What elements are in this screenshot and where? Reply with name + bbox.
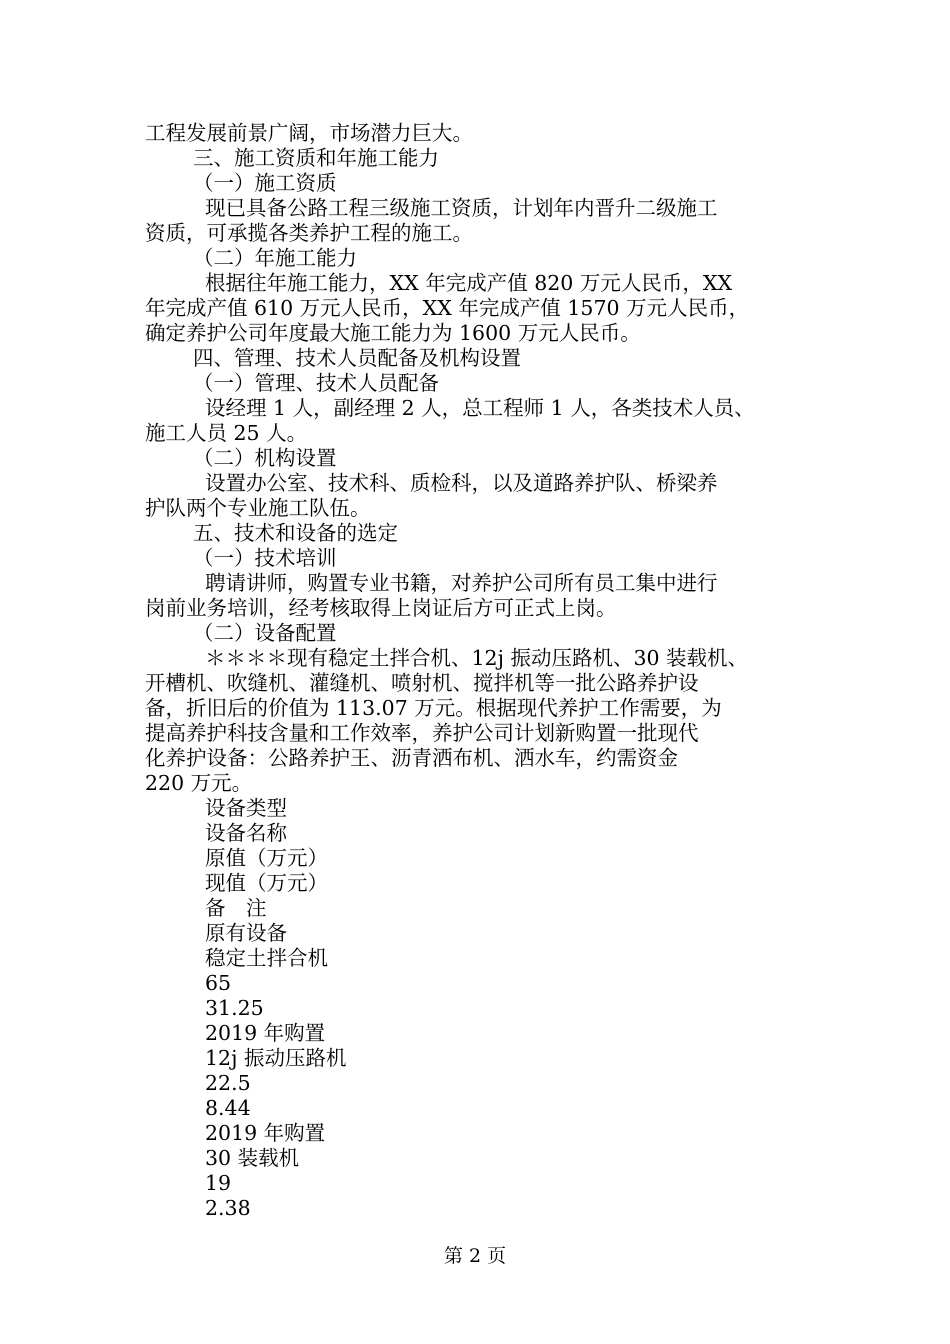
table-cell: 2019 年购置 (205, 1021, 326, 1045)
subsection-heading: （二）设备配置 (193, 621, 337, 645)
body-line: ＊＊＊＊现有稳定土拌合机、12j 振动压路机、30 装载机、 (205, 646, 749, 670)
table-cell: 19 (205, 1171, 232, 1195)
subsection-heading: （二）机构设置 (193, 446, 337, 470)
body-line: 聘请讲师，购置专业书籍，对养护公司所有员工集中进行 (205, 571, 718, 595)
body-line: 备，折旧后的价值为 113.07 万元。根据现代养护工作需要，为 (145, 696, 722, 720)
body-line: 化养护设备：公路养护王、沥青洒布机、洒水车，约需资金 (145, 746, 678, 770)
table-header-cell: 设备类型 (205, 796, 287, 820)
body-line: 设经理 1 人，副经理 2 人，总工程师 1 人，各类技术人员、 (205, 396, 755, 420)
body-line: 确定养护公司年度最大施工能力为 1600 万元人民币。 (145, 321, 641, 345)
subsection-heading: （一）施工资质 (193, 171, 337, 195)
table-cell: 原有设备 (205, 921, 287, 945)
table-header-cell: 原值（万元） (205, 846, 328, 870)
page-number: 第 2 页 (443, 1245, 507, 1267)
body-line: 设置办公室、技术科、质检科，以及道路养护队、桥梁养 (205, 471, 718, 495)
body-line: 工程发展前景广阔，市场潜力巨大。 (145, 121, 473, 145)
table-cell: 8.44 (205, 1096, 251, 1120)
body-line: 根据往年施工能力，XX 年完成产值 820 万元人民币，XX (205, 271, 733, 295)
table-header-cell: 现值（万元） (205, 871, 328, 895)
body-line: 岗前业务培训，经考核取得上岗证后方可正式上岗。 (145, 596, 617, 620)
subsection-heading: （一）技术培训 (193, 546, 337, 570)
table-cell: 2.38 (205, 1196, 251, 1220)
body-line: 年完成产值 610 万元人民币，XX 年完成产值 1570 万元人民币， (145, 296, 750, 320)
body-line: 护队两个专业施工队伍。 (145, 496, 371, 520)
table-cell: 稳定土拌合机 (205, 946, 328, 970)
table-cell: 30 装载机 (205, 1146, 300, 1170)
table-cell: 65 (205, 971, 232, 995)
body-line: 提高养护科技含量和工作效率，养护公司计划新购置一批现代 (145, 721, 699, 745)
section-heading: 四、管理、技术人员配备及机构设置 (193, 346, 521, 370)
section-heading: 五、技术和设备的选定 (193, 521, 398, 545)
body-line: 开槽机、吹缝机、灌缝机、喷射机、搅拌机等一批公路养护设 (145, 671, 699, 695)
table-cell: 22.5 (205, 1071, 251, 1095)
table-cell: 12j 振动压路机 (205, 1046, 347, 1070)
subsection-heading: （二）年施工能力 (193, 246, 357, 270)
section-heading: 三、施工资质和年施工能力 (193, 146, 439, 170)
table-cell: 2019 年购置 (205, 1121, 326, 1145)
subsection-heading: （一）管理、技术人员配备 (193, 371, 439, 395)
table-header-cell: 设备名称 (205, 821, 287, 845)
body-line: 资质，可承揽各类养护工程的施工。 (145, 221, 473, 245)
body-line: 施工人员 25 人。 (145, 421, 308, 445)
body-line: 220 万元。 (145, 771, 253, 795)
body-line: 现已具备公路工程三级施工资质，计划年内晋升二级施工 (205, 196, 718, 220)
table-cell: 31.25 (205, 996, 264, 1020)
table-header-cell: 备 注 (205, 896, 267, 920)
